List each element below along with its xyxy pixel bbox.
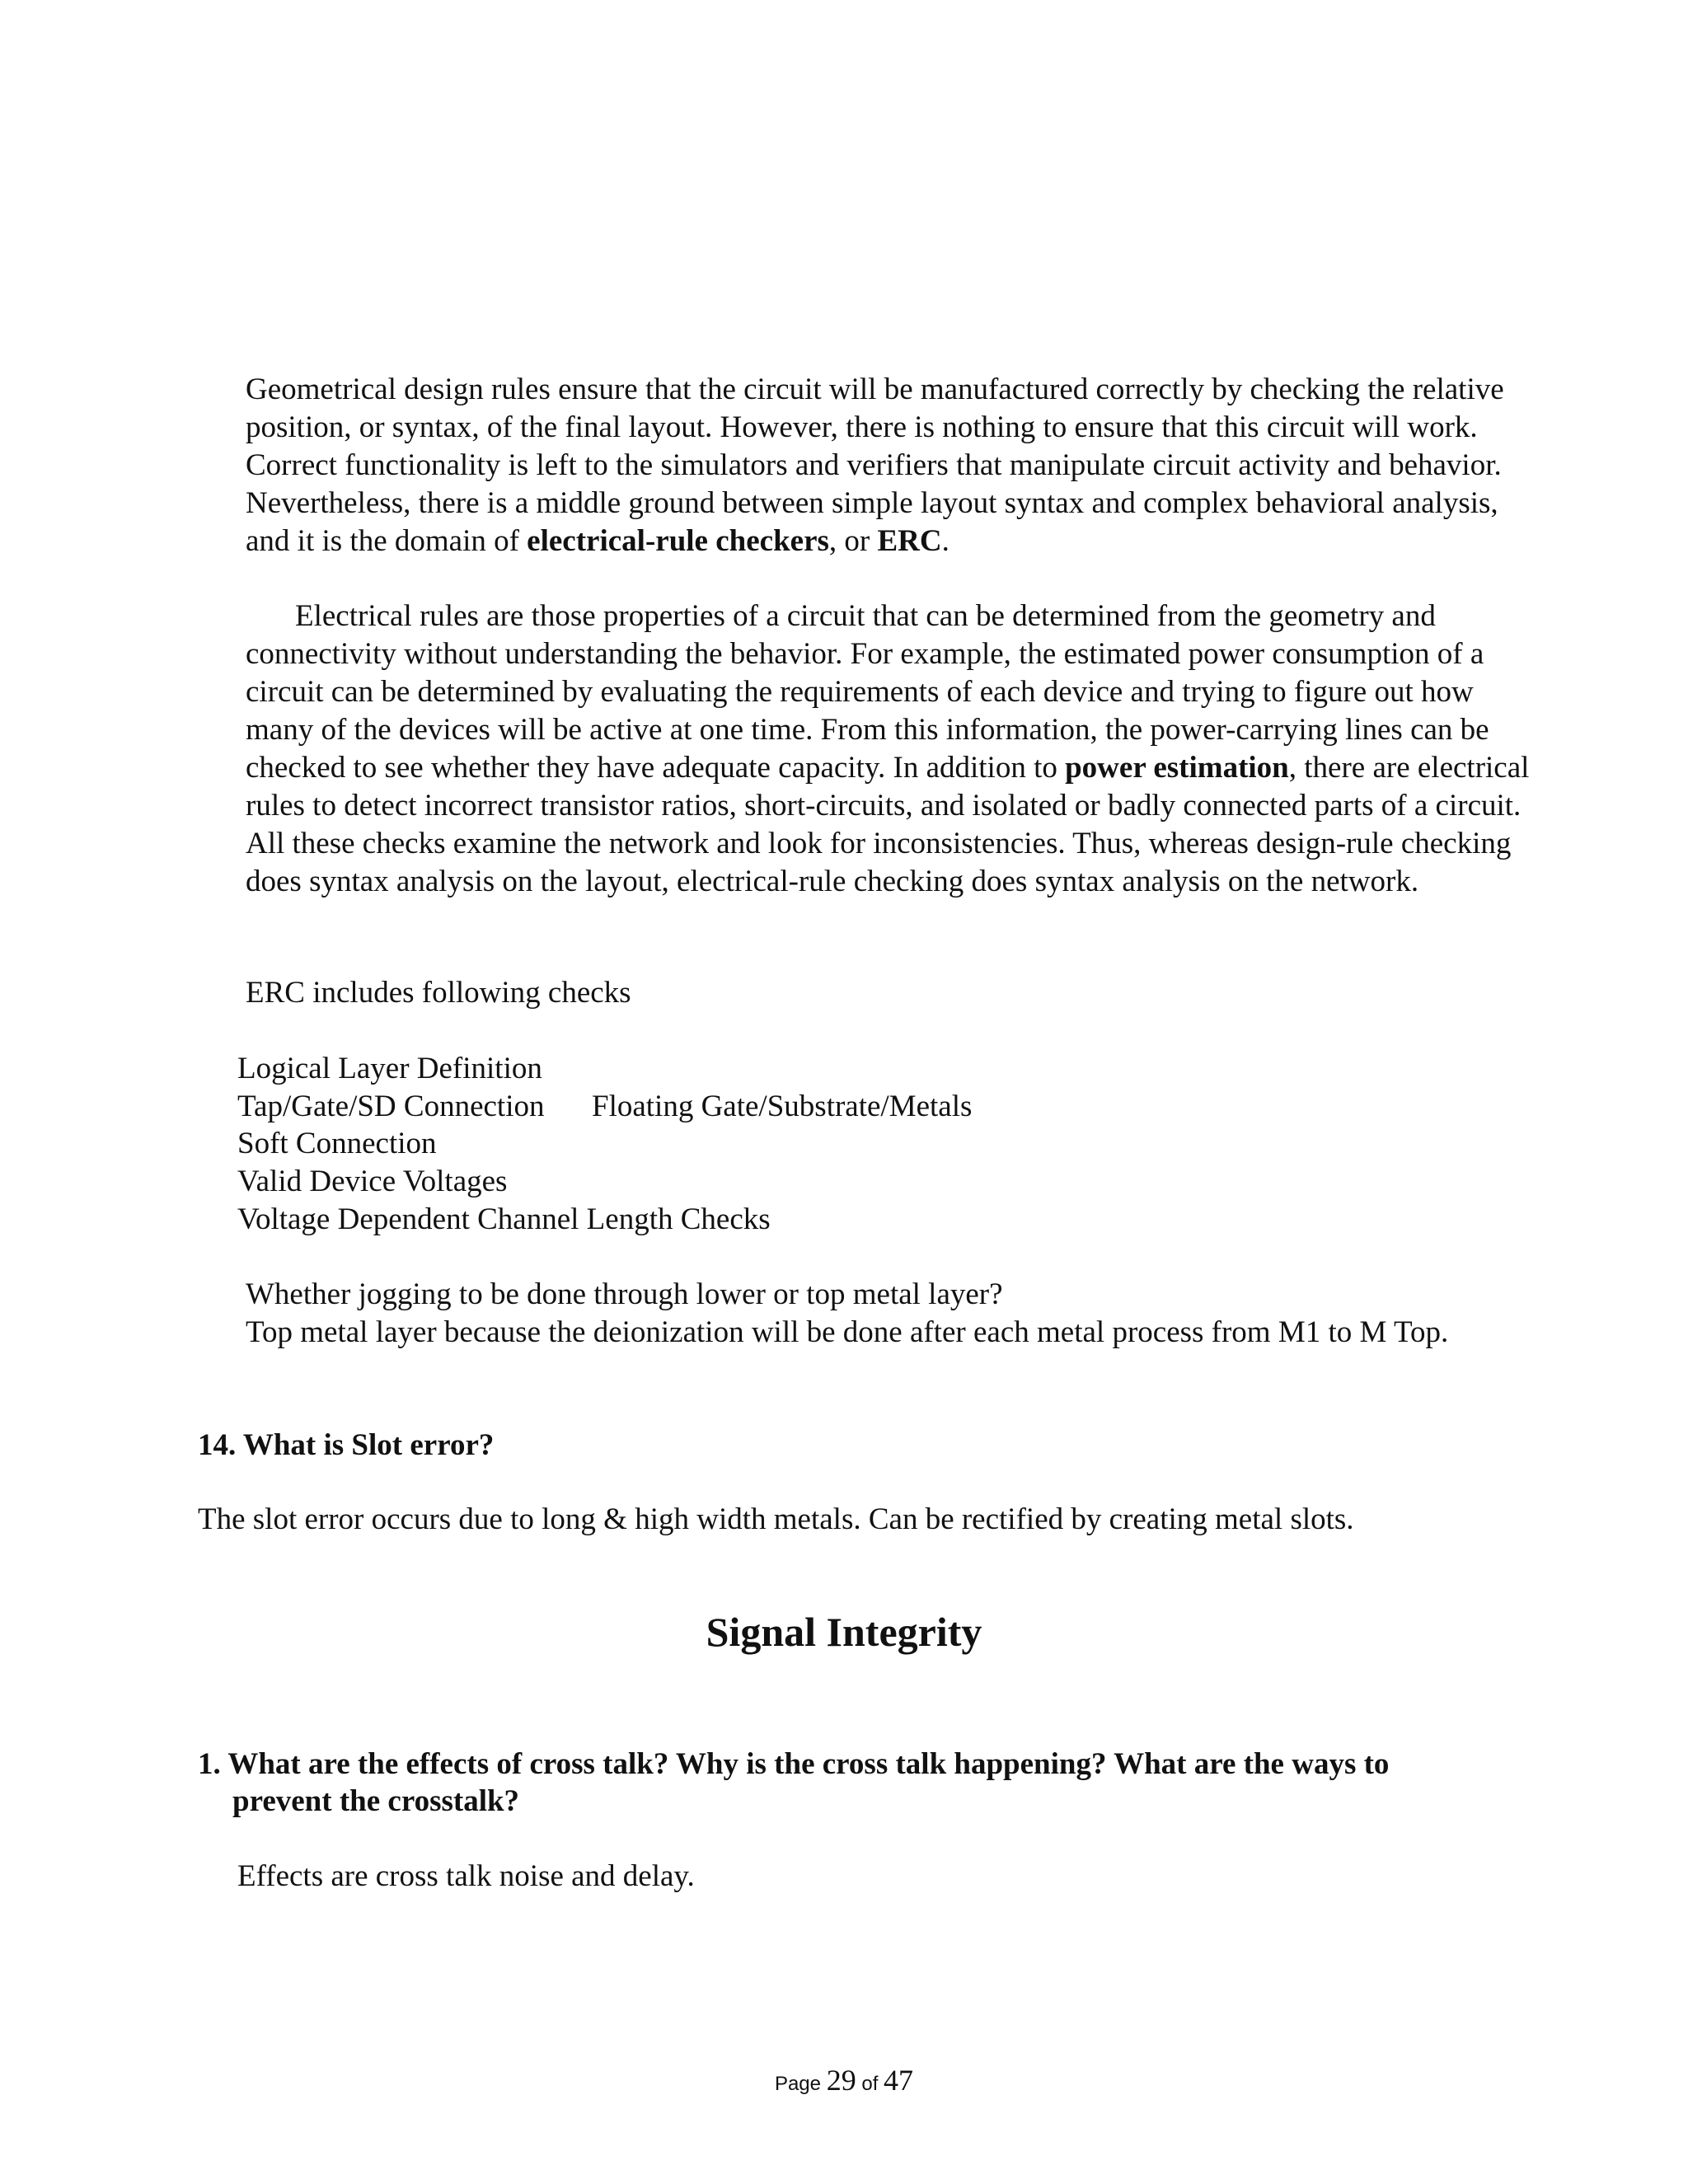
question-number: 1.	[198, 1747, 221, 1781]
page-footer	[0, 2064, 1688, 2101]
question-text: What is Slot error?	[242, 1428, 495, 1462]
of-label: of	[861, 2073, 879, 2095]
page-label: Page	[774, 2073, 822, 2095]
erc-check-item: Voltage Dependent Channel Length Checks	[237, 1202, 771, 1236]
erc-intro: ERC includes following checks	[246, 976, 631, 1010]
bold-term-erc: ERC	[877, 524, 942, 558]
jogging-answer: Top metal layer because the deionization will be done after each metal process from M1 to M Top.	[246, 1315, 1449, 1349]
paragraph-text: Geometrical design rules ensure that the circuit will be manufactured correctly by checking the relative position, or syntax, of the final layout. However, there is nothing to ensure that this circuit will work. Correct functionality is left to the simulators and verifiers that manipulate circuit activity and behavior. Nevertheless, there is a middle ground between simple layout syntax and complex behavioral analysis, and it is the domain of	[246, 373, 1504, 558]
total-pages: 47	[884, 2064, 914, 2097]
question-14-answer: The slot error occurs due to long & high width metals. Can be rectified by creating metal slots.	[198, 1502, 1354, 1536]
question-number: 14.	[198, 1428, 237, 1462]
bold-term-power-estimation: power estimation	[1065, 751, 1289, 785]
question-line	[198, 1746, 1389, 1783]
paragraph-text: , or	[828, 524, 878, 558]
erc-check-item: Logical Layer Definition	[237, 1052, 542, 1085]
paragraph-geometrical-rules	[246, 371, 1548, 560]
paragraph-text: Electrical rules are those properties of a circuit that can be determined from the geometry and connectivity without understanding the behavior. For example, the estimated power consumption of a circuit can be determined by evaluating the requirements of each device and trying to figure out how many of the devices will be active at one time. From this information, the power-carrying lines can be checked to see whether they have adequate capacity. In addition to	[246, 599, 1489, 785]
paragraph-electrical-rules	[246, 598, 1548, 901]
erc-check-item: Valid Device Voltages	[237, 1165, 508, 1198]
question-text: What are the effects of cross talk? Why is the cross talk happening? What are the ways to	[227, 1747, 1390, 1781]
erc-check-item: Soft Connection	[237, 1127, 437, 1160]
erc-check-item: Floating Gate/Substrate/Metals	[592, 1090, 973, 1123]
page-number: 29	[826, 2064, 856, 2097]
paragraph-text: , there are electrical rules to detect incorrect transistor ratios, short-circuits, and isolated or badly connected parts of a circuit. All these checks examine the network and look for inconsistencies. Thus, whereas design-rule checking does syntax analysis on the layout, electrical-rule checking does syntax analysis on the network.	[246, 751, 1530, 898]
bold-term-electrical-rule-checkers: electrical-rule checkers	[527, 524, 829, 558]
question-14	[198, 1427, 494, 1465]
jogging-question: Whether jogging to be done through lower or top metal layer?	[246, 1277, 1003, 1311]
signal-integrity-answer-1: Effects are cross talk noise and delay.	[237, 1859, 695, 1893]
paragraph-text: .	[941, 524, 950, 558]
section-title: Signal Integrity	[706, 1609, 982, 1655]
erc-check-item: Tap/Gate/SD Connection	[237, 1090, 545, 1123]
question-line: prevent the crosstalk?	[232, 1784, 520, 1818]
